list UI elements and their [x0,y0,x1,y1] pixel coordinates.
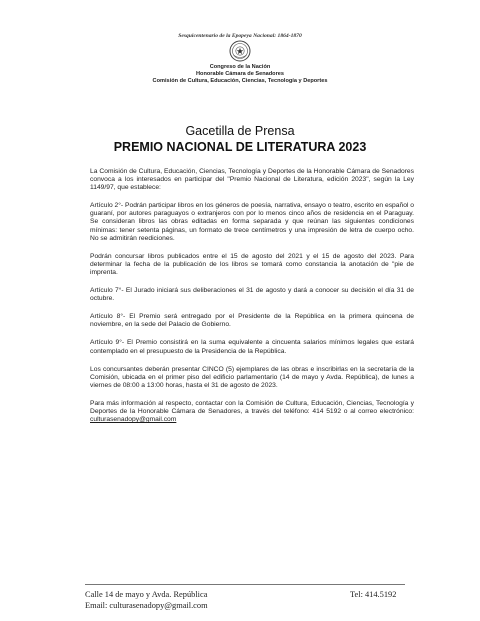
institution-line-2: Honorable Cámara de Senadores [196,71,284,77]
paragraph-intro: La Comisión de Cultura, Educación, Ciencias, Tecnología y Deportes de la Honorable Cámara de Senadores convoca a los interesados en participar del "Premio Nacional de Literatura, edición 2023", según la Ley 1149/97, que establece: [90,168,414,192]
paragraph-article-7: Artículo 7°- El Jurado iniciará sus deliberaciones el 31 de agosto y dará a conocer su decisión el día 31 de octubre. [90,287,414,303]
contact-text: Para más información al respecto, contactar con la Comisión de Cultura, Educación, Ciencias, Tecnología y Deportes de la Honorable Cámara de Senadores, a través del teléfono: 414 5192 o al correo electrónico: [90,399,414,415]
footer-address: Calle 14 de mayo y Avda. República [85,590,208,599]
doc-subtitle: PREMIO NACIONAL DE LITERATURA 2023 [113,140,367,154]
institution-line-1: Congreso de la Nación [209,64,271,70]
header-motto: Sesquicentenario de la Epopeya Nacional: 1864-1870 [178,33,302,39]
doc-title: Gacetilla de Prensa [185,124,295,138]
paragraph-submission: Los concursantes deberán presentar CINCO (5) ejemplares de las obras e inscribirlas en la secretaría de la Comisión, ubicada en el primer piso del edificio parlamentario (14 de mayo y Avda. República), de lunes a viernes de 08:00 a 13:00 horas, hasta el 31 de agosto de 2023. [90,365,414,389]
paragraph-publication-dates: Podrán concursar libros publicados entre el 15 de agosto del 2021 y el 15 de agosto del 2023. Para determinar la fecha de la publicación de los libros se tomará como constancia la anotación de "pie de imprenta. [90,252,414,276]
document-body [90,168,414,434]
paragraph-article-9: Artículo 9°- El Premio consistirá en la suma equivalente a cincuenta salarios mínimos legales que estará contemplado en el presupuesto de la Presidencia de la República. [90,339,414,355]
contact-email-link[interactable]: culturasenadopy@gmail.com [90,416,177,424]
paragraph-article-8: Artículo 8°- El Premio será entregado por el Presidente de la República en la primera quincena de noviembre, en la sede del Palacio de Gobierno. [90,313,414,329]
paragraph-article-2: Artículo 2°- Podrán participar libros en los géneros de poesía, narrativa, ensayo o teatro, escrito en español o guaraní, por autores paraguayos o extranjeros con por lo menos cinco años de residencia en el Paraguay. Se consideran libros las obras editadas en forma separada y que reúnan las siguientes condiciones mínimas: tener setenta páginas, un formato de trece centímetros y una impresión de letra de cuerpo ocho. No se admitirán reediciones. [90,202,414,242]
paragraph-contact [90,400,414,424]
footer-email: Email: culturasenadopy@gmail.com [85,601,208,610]
institution-line-3: Comisión de Cultura, Educación, Ciencias, Tecnología y Deportes [152,78,328,84]
footer-phone: Tel: 414.5192 [350,590,397,599]
footer-divider [85,584,405,585]
national-seal-icon [229,40,251,62]
